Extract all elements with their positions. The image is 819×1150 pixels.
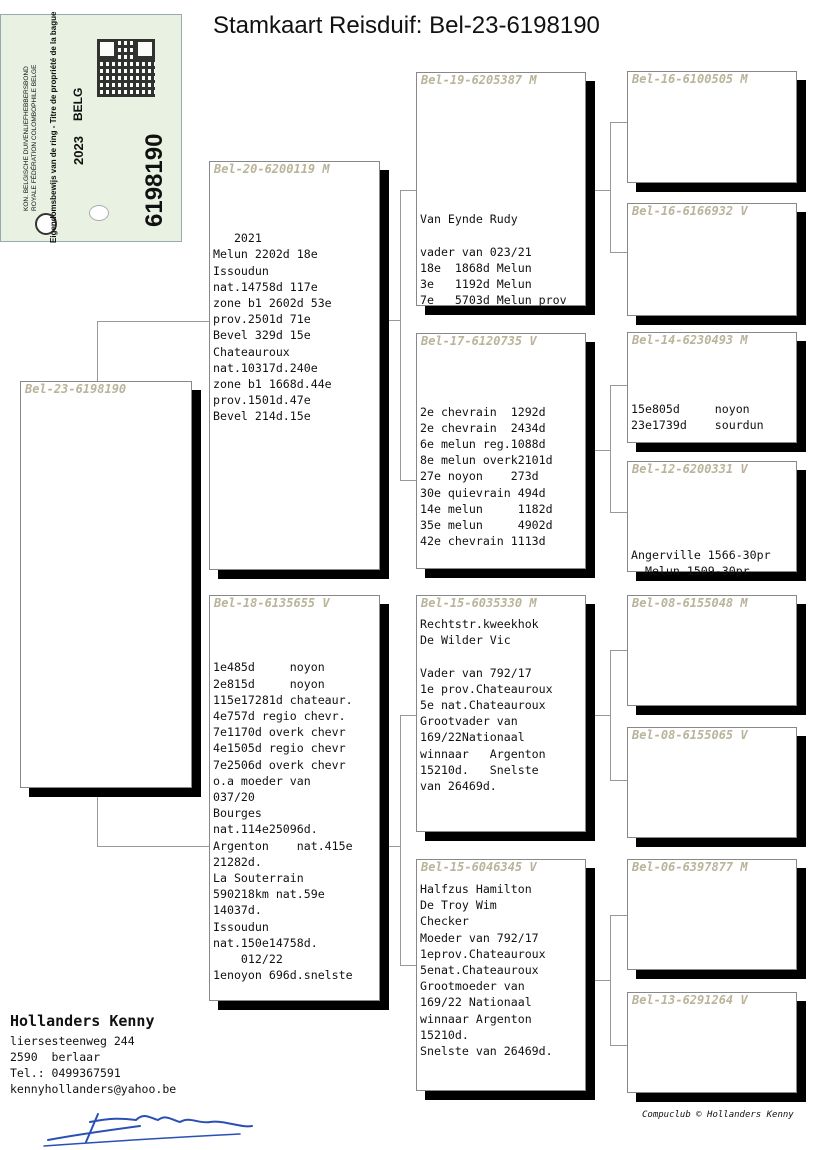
ring-number: Bel-12-6200331 V [632, 462, 748, 476]
ring-number: Bel-15-6046345 V [421, 860, 537, 874]
pigeon-card-dds [627, 859, 797, 970]
pigeon-notes: Van Eynde Rudy vader van 023/21 18e 1868d Melun 3e 1192d Melun 7e 5703d Melun prov [420, 212, 567, 308]
pigeon-card-subject [20, 381, 192, 788]
pigeon-notes: Halfzus Hamilton De Troy Wim Checker Moeder van 792/17 1eprov.Chateauroux 5enat.Chateauroux Grootmoeder van 169/22 Nationaal winnaar Argenton 15210d. Snelste van 26469d. [420, 882, 553, 1059]
connector-line [610, 650, 628, 651]
connector-line [400, 715, 401, 965]
pigeon-card-sss [627, 71, 797, 183]
connector-line [97, 321, 210, 322]
ring-number: Bel-19-6205387 M [421, 73, 537, 87]
ring-number: Bel-08-6155048 M [632, 596, 748, 610]
connector-line [610, 385, 628, 386]
page-title: Stamkaart Reisduif: Bel-23-6198190 [213, 12, 600, 39]
ring-number: Bel-13-6291264 V [632, 993, 748, 1007]
connector-line [610, 122, 611, 252]
ring-card-year: 2023 [71, 136, 86, 165]
pigeon-notes: 15e805d noyon 23e1739d sourdun [631, 402, 764, 433]
owner-street: liersesteenweg 244 [10, 1034, 135, 1048]
ring-number: Bel-06-6397877 M [632, 860, 748, 874]
pigeon-card-dam-dam [416, 859, 586, 1091]
connector-line [610, 512, 628, 513]
pigeon-card-sire-sire [416, 72, 586, 306]
connector-line [610, 1045, 628, 1046]
pigeon-notes: 2021 Melun 2202d 18e Issoudun nat.14758d 117e zone b1 2602d 53e prov.2501d 71e Bevel 329d 15e Chateauroux nat.10317d.240e zone b1 1668d.44e prov.1501d.47e Bevel 214d.15e [213, 231, 332, 424]
connector-line [610, 915, 628, 916]
pigeon-card-ddd [627, 992, 797, 1093]
connector-line [610, 122, 628, 123]
signature-icon [40, 1100, 260, 1150]
ring-card-org-line-1: KON. BELGISCHE DUIVENLIEFHEBBERSBOND [23, 66, 30, 211]
connector-line [610, 385, 611, 512]
ring-number: Bel-15-6035330 M [421, 596, 537, 610]
connector-line [400, 965, 416, 966]
pigeon-notes: 1e485d noyon 2e815d noyon 115e17281d chateaur. 4e757d regio chevr. 7e1170d overk chevr 4e1505d regio chevr 7e2506d overk chevr o.a moeder van 037/20 Bourges nat.114e25096d. Argenton nat.415e 21282d. La Souterrain 590218km nat.59e 14037d. Issoudun nat.150e14758d. 012/22 1enoyon 696d.snelste [213, 660, 353, 983]
connector-line [380, 320, 401, 321]
footer-credit: Compuclub © Hollanders Kenny [642, 1110, 794, 1120]
pigeon-card-sire-dam [416, 333, 586, 569]
ring-number: Bel-18-6135655 V [214, 596, 330, 610]
ring-card-number: 6198190 [141, 133, 168, 227]
owner-city: 2590 berlaar [10, 1050, 101, 1064]
connector-line [586, 190, 611, 191]
ring-ownership-card [0, 11, 182, 243]
pigeon-card-sdd [627, 461, 797, 578]
connector-line [610, 780, 628, 781]
connector-line [400, 715, 416, 716]
connector-line [97, 321, 98, 383]
ring-number: Bel-08-6155065 V [632, 728, 748, 742]
owner-phone: Tel.: 0499367591 [10, 1066, 121, 1080]
owner-email: kennyhollanders@yahoo.be [10, 1082, 177, 1096]
ring-card-country: BELG [71, 87, 85, 121]
qr-code-icon [97, 39, 155, 97]
pigeon-notes: Rechtstr.kweekhok De Wilder Vic Vader van 792/17 1e prov.Chateauroux 5e nat.Chateauroux Grootvader van 169/22Nationaal winnaar Argenton 15210d. Snelste van 26469d. [420, 617, 553, 794]
card-hole [89, 205, 109, 221]
pigeon-notes: 2e chevrain 1292d 2e chevrain 2434d 6e melun reg.1088d 8e melun overk2101d 27e noyon 273d 30e quievrain 494d 14e melun 1182d 35e melun 4902d 42e chevrain 1113d [420, 404, 553, 549]
owner-name: Hollanders Kenny [10, 1012, 155, 1030]
connector-line [97, 846, 210, 847]
ring-card-org-line-2: ROYALE FÉDÉRATION COLOMBOPHILE BELGE [31, 64, 38, 211]
pigeon-card-dam [209, 595, 380, 1001]
connector-line [400, 190, 401, 480]
connector-line [586, 450, 611, 451]
ring-number: Bel-16-6100505 M [632, 72, 748, 86]
ring-card-ownership-text: Eigendomsbewijs van de ring - Titre de propriété de la bague [49, 11, 58, 243]
pigeon-card-dam-sire [416, 595, 586, 832]
connector-line [380, 846, 401, 847]
connector-line [586, 980, 611, 981]
pigeon-card-sire [209, 161, 380, 570]
connector-line [97, 787, 98, 847]
ring-number: Bel-17-6120735 V [421, 334, 537, 348]
ring-number: Bel-20-6200119 M [214, 162, 330, 176]
pigeon-card-dsd [627, 727, 797, 838]
ring-number: Bel-16-6166932 V [632, 204, 748, 218]
pigeon-notes: Angerville 1566-30pr Melun 1509-30pr [631, 547, 771, 578]
connector-line [400, 190, 416, 191]
pigeon-card-sds [627, 332, 797, 443]
pigeon-card-dss [627, 595, 797, 706]
connector-line [610, 252, 628, 253]
connector-line [400, 480, 416, 481]
ring-number: Bel-23-6198190 [25, 382, 127, 396]
pigeon-card-ssd [627, 203, 797, 316]
connector-line [586, 715, 611, 716]
ring-number: Bel-14-6230493 M [632, 333, 748, 347]
